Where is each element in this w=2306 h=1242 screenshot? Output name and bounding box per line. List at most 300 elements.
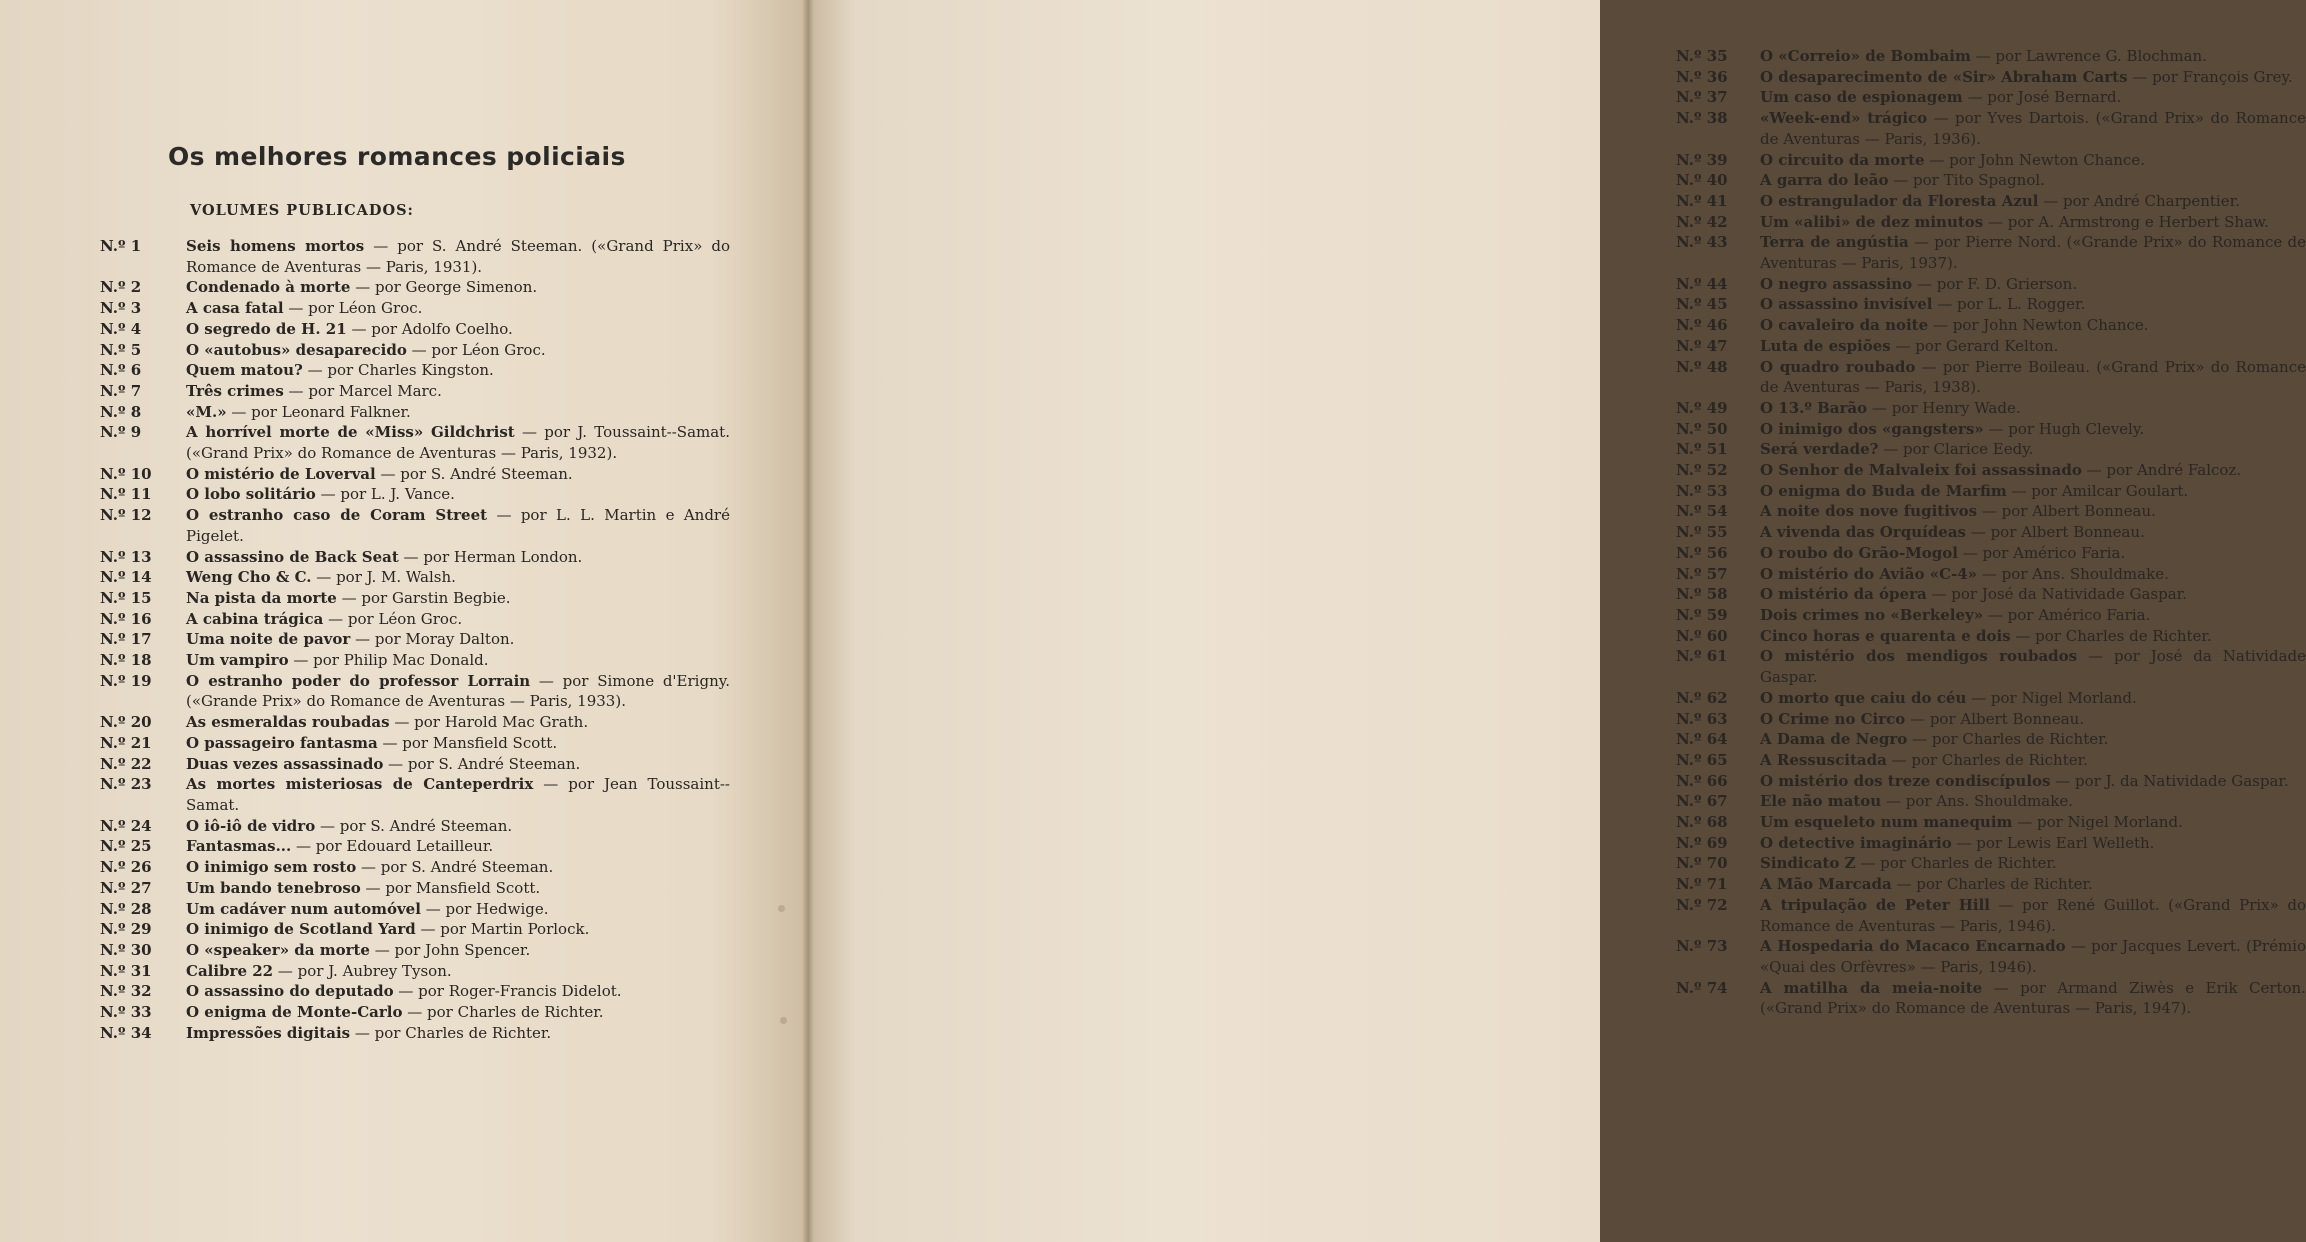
dash-separator: — [369,940,395,959]
volume-number: N.º 23 [100,775,152,794]
volume-number: N.º 51 [1676,440,1728,459]
volume-number: N.º 33 [100,1003,152,1022]
dash-separator: — [356,858,381,877]
volume-number: N.º 24 [100,816,152,835]
list-item [100,816,730,837]
list-item [100,712,730,733]
list-item [1676,750,2306,771]
volume-entry [1760,750,2306,771]
volume-number: N.º 41 [1676,191,1728,210]
volume-number: N.º 72 [1676,895,1728,914]
volume-number: N.º 9 [100,423,142,442]
list-item [100,629,730,650]
volume-entry [186,609,730,630]
volume-title: O assassino invisível [1760,295,1933,314]
dash-separator: — [2012,813,2037,832]
volume-author: por Armand Ziwès e Erik Certon. («Grand Prix» do Romance de Aventuras — Paris, 1947). [1760,978,2306,1018]
volume-entry [1760,67,2306,88]
dash-separator: — [2038,191,2064,210]
dash-separator: — [1886,750,1912,769]
volume-title: O roubo do Grão-Mogol [1760,543,1958,562]
volume-author: por J. Aubrey Tyson. [297,961,452,980]
volume-number: N.º 20 [100,713,152,732]
dash-separator: — [1966,688,1991,707]
volume-author: por Adolfo Coelho. [371,319,513,338]
volume-title: As esmeraldas roubadas [186,713,390,732]
volume-title: O inimigo sem rosto [186,858,357,877]
list-item [100,733,730,754]
dash-separator: — [1924,150,1950,169]
list-item [100,671,730,712]
volume-number: N.º 30 [100,940,152,959]
volume-title: A horrível morte de «Miss» Gildchrist [186,423,515,442]
list-item [1676,108,2306,149]
volume-entry [186,340,730,361]
volume-title: Impressões digitais [186,1023,351,1042]
list-item [1676,729,2306,750]
volume-author: por Lewis Earl Welleth. [1976,833,2155,852]
dash-separator: — [1891,875,1917,894]
list-item [1676,274,2306,295]
volume-entry [1760,833,2306,854]
list-item [1676,605,2306,626]
volume-entry [1760,191,2306,212]
dash-separator: — [288,651,314,670]
volume-author: por Hedwige. [445,899,549,918]
volume-author: por Charles de Richter. [1916,875,2093,894]
volume-number: N.º 38 [1676,109,1728,128]
volume-author: por Ans. Shouldmake. [2001,564,2169,583]
volume-author: por S. André Steeman. [407,754,581,773]
list-item [1676,170,2306,191]
dash-separator: — [1966,523,1991,542]
list-item [1676,315,2306,336]
volume-entry [1760,232,2306,273]
volume-number: N.º 31 [100,961,152,980]
volume-author: por Edouard Letailleur. [315,837,494,856]
volume-title: O cavaleiro da noite [1760,316,1929,335]
list-item [100,1023,730,1044]
volume-entry [1760,978,2306,1019]
volume-number: N.º 16 [100,609,152,628]
dash-separator: — [1908,233,1935,252]
dash-separator: — [398,547,424,566]
list-item [1676,336,2306,357]
volume-author: por Leonard Falkner. [251,402,411,421]
list-item [1676,584,2306,605]
dash-separator: — [2081,461,2107,480]
dash-separator: — [2006,481,2032,500]
volume-title: Weng Cho & C. [186,568,312,587]
volume-number: N.º 2 [100,278,142,297]
volume-author: por José da Natividade Gaspar. [1951,585,2187,604]
volume-number: N.º 71 [1676,875,1728,894]
volume-title: O «speaker» da morte [186,940,370,959]
list-item [100,836,730,857]
volume-number: N.º 3 [100,299,142,318]
volume-title: O iô-iô de vidro [186,816,316,835]
volume-title: A Hospedaria do Macaco Encarnado [1760,937,2066,956]
dash-separator: — [1983,605,2008,624]
dash-separator: — [360,878,386,897]
volume-author: por Harold Mac Grath. [414,713,589,732]
volume-entry [1760,294,2306,315]
volume-author: por Charles Kingston. [327,361,494,380]
volume-entry [1760,895,2306,936]
volume-author: por J. M. Walsh. [336,568,456,587]
dash-separator: — [1912,274,1937,293]
dash-separator: — [1983,419,2009,438]
volume-number: N.º 42 [1676,212,1728,231]
volume-title: O enigma do Buda de Marfim [1760,481,2007,500]
volume-title: Fantasmas... [186,837,292,856]
volume-entry [186,547,730,568]
volume-entry [1760,584,2306,605]
volume-entry [186,919,730,940]
volume-number: N.º 17 [100,630,152,649]
volume-author: por Martin Porlock. [440,920,590,939]
volume-author: por Léon Groc. [308,299,423,318]
volume-author: por Nigel Morland. [1990,688,2137,707]
volume-entry [186,1023,730,1044]
list-item [1676,543,2306,564]
list-item [1676,936,2306,977]
volume-number: N.º 28 [100,899,152,918]
volume-title: O circuito da morte [1760,150,1925,169]
dash-separator: — [1890,336,1916,355]
volume-title: A vivenda das Orquídeas [1760,523,1967,542]
volume-number: N.º 52 [1676,461,1728,480]
dash-separator: — [323,609,348,628]
volume-number: N.º 43 [1676,233,1728,252]
dash-separator: — [1905,709,1930,728]
volume-author: por S. André Steeman. («Grand Prix» do Romance de Aventuras — Paris, 1931). [186,237,730,276]
dash-separator: — [415,920,441,939]
volume-title: O negro assassino [1760,274,1913,293]
volume-entry [1760,605,2306,626]
volume-entry [186,505,730,546]
dash-separator: — [315,816,340,835]
volume-author: por Garstin Begbie. [361,588,511,607]
dash-separator: — [1881,792,1906,811]
volume-author: por S. André Steeman. [380,858,554,877]
volume-entry [186,671,730,712]
volume-author: por Gerard Kelton. [1915,336,2059,355]
volume-entry [1760,274,2306,295]
volume-author: por Lawrence G. Blochman. [1995,47,2207,65]
list-item [1676,564,2306,585]
volume-author: por François Grey. [2152,67,2293,86]
volume-number: N.º 36 [1676,67,1728,86]
volume-number: N.º 60 [1676,626,1728,645]
left-page [0,0,808,1242]
volume-entry [186,319,730,340]
dash-separator: — [1926,585,1952,604]
list-item [100,1002,730,1023]
list-item [100,505,730,546]
dash-separator: — [393,982,419,1001]
dash-separator: — [1989,895,2023,914]
volume-title: O «autobus» desaparecido [186,340,407,359]
list-item [1676,150,2306,171]
volume-entry [186,402,730,423]
dash-separator: — [377,733,403,752]
dash-separator: — [1982,978,2021,997]
volume-number: N.º 66 [1676,771,1728,790]
volume-author: por André Falcoz. [2106,461,2242,480]
volume-number: N.º 59 [1676,605,1728,624]
volume-title: A noite dos nove fugitivos [1760,502,1978,521]
volume-author: por Mansfield Scott. [385,878,541,897]
volume-author: por Philip Mac Donald. [313,651,489,670]
volume-author: por Ans. Shouldmake. [1905,792,2073,811]
dash-separator: — [530,671,563,690]
list-item [100,298,730,319]
volume-entry [1760,439,2306,460]
volume-author: por Charles de Richter. [1911,750,2088,769]
dash-separator: — [302,361,328,380]
volume-title: A Dama de Negro [1760,730,1908,749]
volume-title: A cabina trágica [186,609,324,628]
volume-author: por Pierre Boileau. («Grand Prix» do Romance de Aventuras — Paris, 1938). [1760,357,2306,397]
volume-entry [1760,564,2306,585]
volume-entry [1760,812,2306,833]
list-item [1676,688,2306,709]
list-item [100,402,730,423]
volume-author: por Hugh Clevely. [2008,419,2145,438]
volume-title: Três crimes [186,381,284,400]
list-item [100,547,730,568]
dash-separator: — [2050,771,2076,790]
volume-number: N.º 19 [100,671,152,690]
volume-entry [186,629,730,650]
volume-title: O assassino de Back Seat [186,547,399,566]
dash-separator: — [487,506,521,525]
volume-number: N.º 67 [1676,792,1728,811]
list-item [100,754,730,775]
volume-entry [186,836,730,857]
dash-separator: — [283,381,309,400]
dash-separator: — [1907,730,1932,749]
volume-number: N.º 15 [100,588,152,607]
dash-separator: — [1927,109,1956,128]
volume-title: A tripulação de Peter Hill [1760,895,1990,914]
volume-entry [186,712,730,733]
list-item [1676,46,2306,67]
volume-number: N.º 14 [100,568,152,587]
dash-separator: — [1855,854,1881,873]
volume-entry [186,360,730,381]
volume-author: por Henry Wade. [1891,398,2021,417]
volume-title: Quem matou? [186,361,303,380]
volume-title: O 13.º Barão [1760,398,1868,417]
volume-title: Um cadáver num automóvel [186,899,421,918]
volume-entry [1760,522,2306,543]
volume-author: por Charles de Richter. [1880,854,2057,873]
volume-author: por L. L. Martin e André Pigelet. [186,506,730,545]
volume-entry [186,422,730,463]
volume-title: Luta de espiões [1760,336,1891,355]
volume-title: Sindicato Z [1760,854,1856,873]
volume-entry [1760,87,2306,108]
dash-separator: — [389,713,415,732]
list-item [1676,67,2306,88]
dash-separator: — [315,485,341,504]
volume-number: N.º 48 [1676,357,1728,376]
list-item [1676,419,2306,440]
dash-separator: — [1958,543,1983,562]
volume-list-left [100,236,730,1043]
volume-entry [186,774,730,815]
dash-separator: — [420,899,446,918]
volume-entry [1760,729,2306,750]
list-item [1676,812,2306,833]
list-item [100,774,730,815]
volume-entry [1760,357,2306,398]
dash-separator: — [291,837,316,856]
list-item [100,360,730,381]
volume-title: O mistério dos mendigos roubados [1760,647,2078,666]
dash-separator: — [273,961,298,980]
volume-number: N.º 8 [100,402,142,421]
volume-title: Cinco horas e quarenta e dois [1760,626,2011,645]
list-item [100,857,730,878]
volume-entry [186,464,730,485]
volume-number: N.º 55 [1676,523,1728,542]
list-item [100,381,730,402]
dash-separator: — [1878,440,1903,459]
volume-entry [1760,460,2306,481]
volume-title: Um esqueleto num manequim [1760,813,2013,832]
volume-number: N.º 35 [1676,47,1728,65]
volume-entry [1760,336,2306,357]
dash-separator: — [364,237,398,255]
volume-number: N.º 70 [1676,854,1728,873]
list-item [100,609,730,630]
volume-number: N.º 22 [100,754,152,773]
volume-title: «M.» [186,402,227,421]
list-item [100,319,730,340]
volume-entry [186,816,730,837]
volume-entry [1760,501,2306,522]
list-item [100,277,730,298]
volume-author: por René Guillot. («Grand Prix» do Romance de Aventuras — Paris, 1946). [1760,895,2306,935]
dash-separator: — [2010,626,2036,645]
volume-author: por Américo Faria. [2007,605,2151,624]
volume-author: por Jacques Levert. (Prémio «Quai des Orfèvres» — Paris, 1946). [1760,937,2306,976]
volume-author: por Charles de Richter. [2035,626,2212,645]
right-page [808,0,2306,1242]
volume-author: por Américo Faria. [1982,543,2126,562]
volume-author: por Albert Bonneau. [2001,502,2156,521]
volume-number: N.º 12 [100,506,152,525]
list-item [1676,212,2306,233]
volume-number: N.º 53 [1676,481,1728,500]
volume-author: por L. L. Rogger. [1957,295,2086,314]
volume-entry [1760,543,2306,564]
volume-author: por J. da Natividade Gaspar. [2075,771,2289,790]
volume-title: A Mão Marcada [1760,875,1892,894]
volume-author: por John Newton Chance. [1952,316,2149,335]
volume-number: N.º 18 [100,651,152,670]
volume-entry [186,381,730,402]
volume-number: N.º 49 [1676,398,1728,417]
volume-list-right [1676,46,2306,1019]
volume-author: por Herman London. [423,547,583,566]
volume-author: por Albert Bonneau. [1990,523,2145,542]
volume-entry [1760,212,2306,233]
dash-separator: — [1970,47,1996,65]
volume-author: por S. André Steeman. [400,464,573,483]
list-item [100,484,730,505]
list-item [1676,771,2306,792]
dash-separator: — [406,340,432,359]
volume-number: N.º 25 [100,837,152,856]
volume-entry [186,567,730,588]
volume-author: por Tito Spagnol. [1913,171,2045,190]
volume-title: O «Correio» de Bombaim [1760,47,1971,65]
list-item [1676,294,2306,315]
volume-title: Dois crimes no «Berkeley» [1760,605,1984,624]
volume-number: N.º 44 [1676,274,1728,293]
volume-title: O quadro roubado [1760,357,1916,376]
volume-entry [1760,688,2306,709]
list-item [1676,357,2306,398]
list-item [1676,853,2306,874]
volume-author: por André Charpentier. [2063,191,2240,210]
volume-entry [1760,150,2306,171]
volume-author: por F. D. Grierson. [1936,274,2078,293]
staple-hole [780,1017,787,1024]
volume-title: O inimigo de Scotland Yard [186,920,416,939]
volume-title: A garra do leão [1760,171,1889,190]
volume-title: O assassino do deputado [186,982,394,1001]
volume-author: por Yves Dartois. («Grand Prix» do Romance de Aventuras — Paris, 1936). [1760,109,2306,148]
dash-separator: — [1915,357,1943,376]
volume-number: N.º 29 [100,920,152,939]
volume-author: por George Simenon. [374,278,538,297]
volume-title: O inimigo dos «gangsters» [1760,419,1984,438]
dash-separator: — [1932,295,1958,314]
dash-separator: — [2077,647,2114,666]
list-item [100,567,730,588]
volume-title: Uma noite de pavor [186,630,351,649]
list-item [1676,646,2306,687]
volume-title: O mistério dos treze condiscípulos [1760,771,2051,790]
dash-separator: — [533,775,569,794]
volume-entry [1760,108,2306,149]
volume-title: Ele não matou [1760,792,1882,811]
volume-author: por José Bernard. [1987,88,2122,107]
list-item [100,899,730,920]
volume-author: por Léon Groc. [431,340,546,359]
dash-separator: — [402,1003,428,1022]
dash-separator: — [1977,564,2002,583]
volume-entry [186,899,730,920]
volume-number: N.º 45 [1676,295,1728,314]
dash-separator: — [311,568,337,587]
dash-separator: — [226,402,252,421]
list-item [100,981,730,1002]
dash-separator: — [1983,212,2008,231]
volume-entry [186,981,730,1002]
volume-author: por A. Armstrong e Herbert Shaw. [2007,212,2269,231]
volume-entry [186,733,730,754]
volume-number: N.º 46 [1676,316,1728,335]
dash-separator: — [283,299,309,318]
volume-number: N.º 6 [100,361,142,380]
volume-number: N.º 11 [100,485,152,504]
